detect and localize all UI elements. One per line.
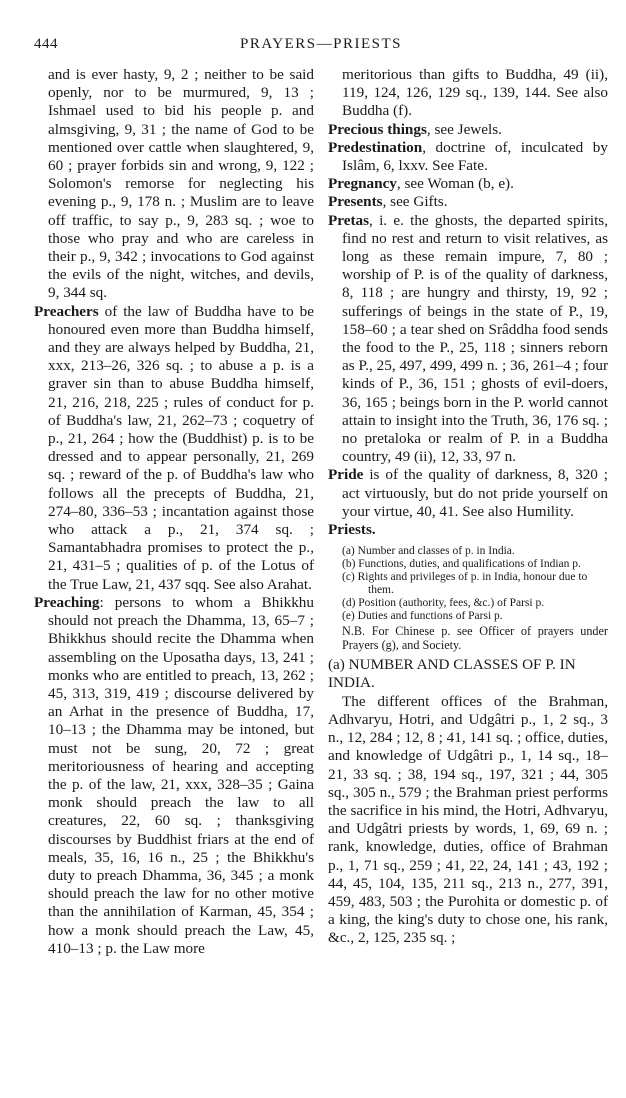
entry-pride: Pride is of the quality of darkness, 8, 320 ; act virtuously, but do not pride yourself on your virtue, 40, 41. See also Humility. — [328, 466, 608, 520]
subdivision-note: (c) Rights and privileges of p. in India, honour due to them. — [342, 571, 588, 597]
subdivision-note: (d) Position (authority, fees, &c.) of Parsi p. — [342, 597, 545, 610]
subdivision-note: (b) Functions, duties, and qualifications of Indian p. — [342, 558, 581, 571]
entry-predestination: Predestination, doctrine of, inculcated by Islâm, 6, lxxv. See Fate. — [328, 138, 608, 175]
page-number: 444 — [34, 36, 58, 52]
entry-presents: Presents, see Gifts. — [328, 193, 448, 211]
nota-bene: N.B. For Chinese p. see Officer of prayers under Prayers (g), and Society. — [342, 624, 608, 653]
running-header — [34, 36, 608, 58]
right-column — [328, 66, 608, 958]
headword: Preaching — [34, 593, 100, 611]
prayers-continuation: and is ever hasty, 9, 2 ; neither to be said openly, nor to be murmured, 9, 13 ; Ishmael used to bid his people p. and almsgiving, 9, 31 ; the name of God to be mentioned over cattle when slaughtered, 9, 60 ; prayer forbids sin and wrong, 9, 122 ; Solomon's remorse for neglecting his evening p., 9, 178 n. ; Muslim are to leave off traffic, to say p., 9, 283 sq. ; woe to those who pray and who are careless in their p., 9, 342 ; invocations to God against the evils of the night, witches, and devils, 9, 344 sq. — [48, 66, 314, 302]
headword: Preachers — [34, 302, 99, 320]
entry-precious-things: Precious things, see Jewels. — [328, 120, 502, 138]
entry-pregnancy: Pregnancy, see Woman (b, e). — [328, 175, 514, 193]
entry-priests: Priests. — [328, 521, 376, 539]
page-title: PRAYERS—PRIESTS — [240, 36, 402, 52]
two-columns — [34, 66, 608, 958]
preaching-continuation: meritorious than gifts to Buddha, 49 (ii), 119, 124, 126, 129 sq., 139, 144. See also Buddha (f). — [342, 66, 608, 120]
entry-pretas: Pretas, i. e. the ghosts, the departed spirits, find no rest and return to visit relatives, as long as these remain impure, 7, 80 ; worship of P. is of the quality of darkness, 8, 118 ; are hungry and thirsty, 19, 92 ; sufferings of beings in the state of P., 19, 158–60 ; a tear shed on Srâddha food sends the food to the P., 25, 118 ; sinners reborn as P., 25, 497, 499, 499 n. ; 36, 261–4 ; four kinds of P., 36, 151 ; ghosts of evil-doers, 36, 165 ; beings born in the P. world cannot attain to insight into the Truth, 36, 176 sq. ; no pretaloka or realm of P. in a Buddha country, 49 (ii), 12, 33, 97 n. — [328, 211, 608, 466]
left-column — [34, 66, 314, 958]
subdivision-note: (e) Duties and functions of Parsi p. — [342, 610, 503, 623]
entry-preaching: Preaching: persons to whom a Bhikkhu should not preach the Dhamma, 13, 65–7 ; Bhikkhus should recite the Dhamma when assembling on the Uposatha days, 13, 241 ; monks who are entitled to preach, 13, 262 ; 45, 313, 319, 419 ; discourse delivered by an Arhat in the presence of Buddha, 17, 10–13 ; the Dhamma may be intoned, but must not be sung, 20, 72 ; great meritoriousness of hearing and accepting the p. of the law, 21, xxx, 328–35 ; Gaina monk should preach the law to all creatures, 22, 60 sq. ; thanksgiving discourses by Buddhist friars at the end of meals, 35, 16, 16 n., 25 ; the Bhikkhu's duty to preach Dhamma, 36, 345 ; a monk should preach the law for no other motive than the annihilation of Karman, 45, 354 ; how a monk should preach the Law, 45, 410–13 ; p. the Law more — [34, 593, 314, 957]
section-a-text: The different offices of the Brahman, Adhvaryu, Hotri, and Udgâtri p., 1, 2 sq., 3 n., 12, 284 ; 12, 8 ; 41, 141 sq. ; office, duties, and knowledge of Udgâtri p., 1, 14 sq., 18–21, 33 sq. ; 38, 194 sq., 197, 321 ; 44, 305 sq., 305 n., 579 ; the Brahman priest performs the sacrifice in his mind, the Hotri, Adhvaryu, and Udgâtri priests by words, 1, 69, 69 n. ; rank, knowledge, duties, office of Brahman p., 1, 71 sq., 259 ; 41, 22, 24, 141 ; 43, 192 ; 44, 45, 104, 135, 211 sq., 213 n., 277, 391, 459, 483, 503 ; the Purohita or domestic p. of a king, the king's duty to chose one, his rank, &c., 2, 125, 235 sq. ; — [328, 692, 608, 947]
subdivision-note: (a) Number and classes of p. in India. — [342, 545, 515, 558]
entry-preachers: Preachers of the law of Buddha have to be honoured even more than Buddha himself, and they are always helped by Buddha, 21, xxx, 213–26, 326 sq. ; to abuse a p. is a graver sin than to abuse Buddha himself, 21, 216, 218, 225 ; rules of conduct for p. of Buddha's law, 21, 262–73 ; coquetry of p., 21, 264 ; how the (Buddhist) p. is to be dressed and to appear personally, 21, 269 sq. ; reward of the p. of Buddha's law who follows all the precepts of Buddha, 21, 274–80, 336–53 ; incantation against those who attack a p., 21, 374 sq. ; Samantabhadra promises to protect the p., 21, 431–5 ; qualities of p. of the Lotus of the True Law, 21, 437 sqq. See also Arahat. — [34, 302, 314, 593]
priests-subdivisions — [342, 545, 608, 652]
section-heading-a: (a) NUMBER AND CLASSES OF P. IN INDIA. — [328, 656, 576, 692]
